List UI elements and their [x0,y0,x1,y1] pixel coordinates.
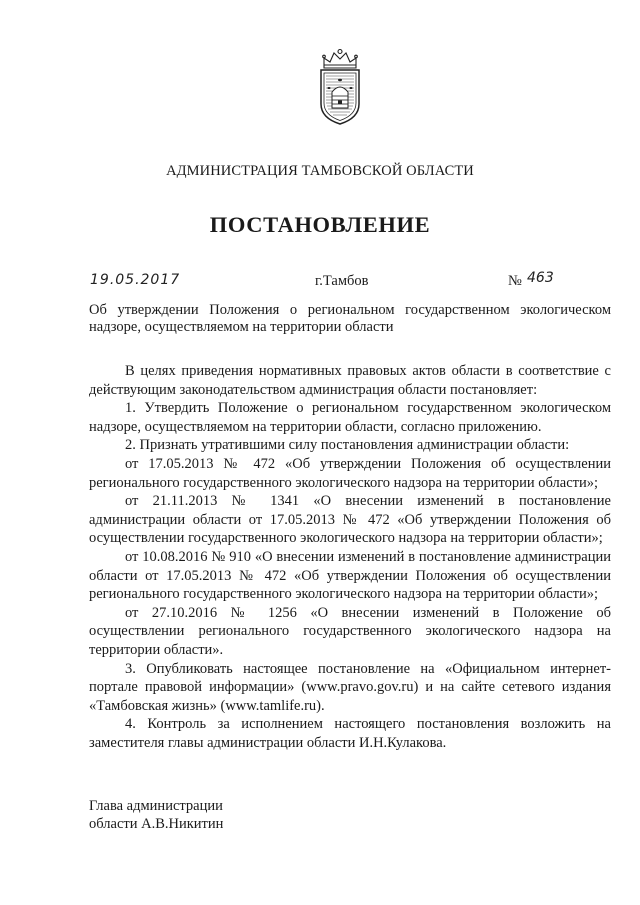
item-3-paragraph: 3. Опубликовать настоящее постановление на «Официальном интернет-портале правовой информации» (www.pravo.gov.ru) и на сайте сетевого издания «Тамбовская жизнь» (www.tamlife.ru). [89,660,611,714]
preamble-paragraph: В целях приведения нормативных правовых актов области в соответствие с действующим законодательством администрация области постановляет: [89,363,611,398]
document-date: 19.05.2017 [90,272,181,288]
item-2-paragraph: 2. Признать утратившими силу постановления администрации области: [125,437,570,454]
signature-title: Глава администрации [89,798,223,814]
item-2-subitem-b: от 21.11.2013 № 1341 «О внесении изменений в постановление администрации области от 17.05.2013 № 472 «Об утверждении Положения об осуществлении государственного экологического надзора на территории области»; [89,493,611,547]
document-number: 463 [527,270,554,286]
item-2-subitem-a: от 17.05.2013 № 472 «Об утверждении Положения об осуществлении регионального государственного экологического надзора на территории области»; [89,455,611,491]
tambov-region-coat-of-arms-icon [315,48,365,126]
document-number-label: № [508,273,522,289]
signature-name: области А.В.Никитин [89,816,224,832]
item-4-paragraph: 4. Контроль за исполнением настоящего постановления возложить на заместителя главы администрации области И.Н.Кулакова. [89,716,611,751]
signature-block [89,797,223,833]
document-city: г.Тамбов [315,273,369,289]
document-subject: Об утверждении Положения о региональном государственном экологическом надзоре, осуществляемом на территории области [89,302,611,335]
document-body [89,362,611,752]
item-2-subitem-c: от 10.08.2016 № 910 «О внесении изменений в постановление администрации области от 17.05.2013 № 472 «Об утверждении Положения об осуществлении регионального государственного экологического надзора на территории области»; [89,548,611,603]
item-2-subitem-d: от 27.10.2016 № 1256 «О внесении изменений в Положение об осуществлении регионального государственного экологического надзора на территории области». [89,604,611,658]
organization-title: АДМИНИСТРАЦИЯ ТАМБОВСКОЙ ОБЛАСТИ [166,163,474,179]
item-1-paragraph: 1. Утвердить Положение о региональном государственном экологическом надзоре, осуществляемом на территории области, согласно приложению. [89,400,611,435]
document-type-heading: ПОСТАНОВЛЕНИЕ [209,212,431,237]
